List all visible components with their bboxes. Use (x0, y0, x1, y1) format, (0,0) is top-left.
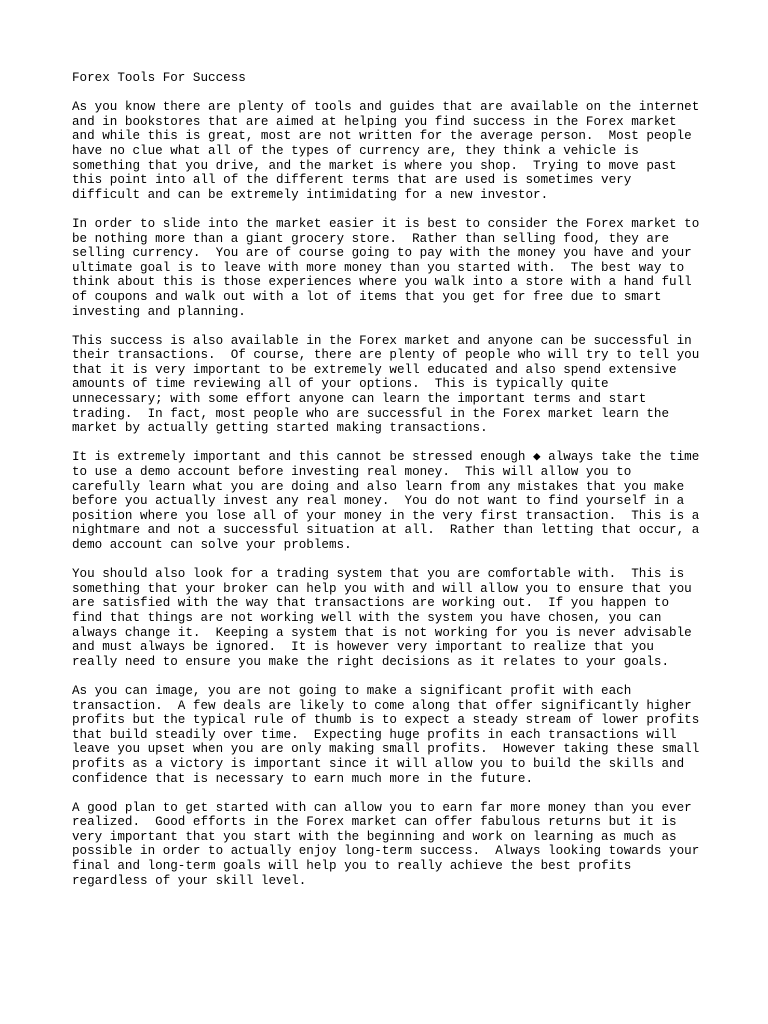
paragraph-line: this point into all of the different terms that are used is sometimes very (72, 173, 632, 188)
paragraph-line: It is extremely important and this cannot be stressed enough ◆ always take the time (72, 450, 700, 465)
paragraph-line: amounts of time reviewing all of your options. This is typically quite (72, 377, 609, 392)
paragraph-line: trading. In fact, most people who are successful in the Forex market learn the (72, 406, 670, 421)
paragraph-line: leave you upset when you are only making small profits. However taking these small (72, 742, 700, 757)
paragraph-line: of coupons and walk out with a lot of items that you get for free due to smart (72, 289, 662, 304)
document-title: Forex Tools For Success (72, 71, 246, 85)
paragraph-line: before you actually invest any real money. You do not want to find yourself in a (72, 494, 685, 509)
paragraph-line: You should also look for a trading system that you are comfortable with. This is (72, 567, 685, 582)
paragraph-line: nightmare and not a successful situation at all. Rather than letting that occur, a (72, 523, 700, 538)
paragraph-line: market by actually getting started making transactions. (72, 421, 488, 436)
paragraph-line: regardless of your skill level. (72, 873, 307, 888)
paragraph-line: confidence that is necessary to earn much more in the future. (72, 771, 534, 786)
paragraph-line: have no clue what all of the types of currency are, they think a vehicle is (72, 143, 639, 158)
paragraph-1 (72, 100, 712, 202)
paragraph-6 (72, 684, 712, 786)
paragraph-7 (72, 801, 712, 889)
paragraph-4 (72, 450, 712, 552)
paragraph-line: final and long-term goals will help you to really achieve the best profits (72, 859, 632, 874)
paragraph-line: In order to slide into the market easier it is best to consider the Forex market to (72, 216, 700, 231)
document-page (72, 71, 712, 903)
paragraph-line: something that you drive, and the market is where you shop. Trying to move past (72, 158, 677, 173)
paragraph-line: that build steadily over time. Expecting huge profits in each transactions will (72, 727, 677, 742)
paragraph-line: and in bookstores that are aimed at helping you find success in the Forex market (72, 114, 677, 129)
paragraph-line: their transactions. Of course, there are plenty of people who will try to tell you (72, 348, 700, 363)
paragraph-line: unnecessary; with some effort anyone can learn the important terms and start (72, 392, 647, 407)
paragraph-line: really need to ensure you make the right decisions as it relates to your goals. (72, 654, 670, 669)
paragraph-line: and must always be ignored. It is however very important to realize that you (72, 640, 654, 655)
paragraph-line: find that things are not working well with the system you have chosen, you can (72, 610, 662, 625)
paragraph-line: that it is very important to be extremely well educated and also spend extensive (72, 362, 677, 377)
paragraph-2 (72, 217, 712, 319)
paragraph-line: something that your broker can help you with and will allow you to ensure that you (72, 581, 692, 596)
paragraph-line: always change it. Keeping a system that is not working for you is never advisable (72, 625, 692, 640)
paragraph-line: ultimate goal is to leave with more money than you started with. The best way to (72, 260, 685, 275)
paragraph-line: A good plan to get started with can allow you to earn far more money than you ever (72, 800, 692, 815)
paragraph-line: profits but the typical rule of thumb is to expect a steady stream of lower profits (72, 713, 700, 728)
paragraph-5 (72, 567, 712, 669)
paragraph-line: carefully learn what you are doing and also learn from any mistakes that you make (72, 479, 685, 494)
paragraph-line: As you know there are plenty of tools and guides that are available on the internet (72, 100, 700, 115)
paragraph-line: be nothing more than a giant grocery store. Rather than selling food, they are (72, 231, 670, 246)
paragraph-line: possible in order to actually enjoy long-term success. Always looking towards your (72, 844, 700, 859)
paragraph-line: to use a demo account before investing real money. This will allow you to (72, 465, 632, 480)
paragraph-line: difficult and can be extremely intimidating for a new investor. (72, 187, 549, 202)
paragraph-line: This success is also available in the Forex market and anyone can be successful in (72, 333, 692, 348)
paragraph-line: demo account can solve your problems. (72, 538, 352, 552)
paragraph-line: transaction. A few deals are likely to come along that offer significantly higher (72, 698, 692, 713)
paragraph-line: As you can image, you are not going to make a significant profit with each (72, 683, 632, 698)
paragraph-3 (72, 334, 712, 436)
paragraph-line: are satisfied with the way that transactions are working out. If you happen to (72, 596, 670, 611)
paragraph-line: position where you lose all of your money in the very first transaction. This is a (72, 508, 700, 523)
paragraph-line: realized. Good efforts in the Forex market can offer fabulous returns but it is (72, 815, 677, 830)
paragraph-line: selling currency. You are of course going to pay with the money you have and your (72, 246, 692, 261)
paragraph-line: and while this is great, most are not written for the average person. Most people (72, 129, 692, 144)
paragraph-line: think about this is those experiences where you walk into a store with a hand full (72, 275, 692, 290)
paragraph-line: investing and planning. (72, 304, 246, 319)
paragraph-line: profits as a victory is important since it will allow you to build the skills and (72, 756, 685, 771)
paragraph-line: very important that you start with the beginning and work on learning as much as (72, 829, 677, 844)
